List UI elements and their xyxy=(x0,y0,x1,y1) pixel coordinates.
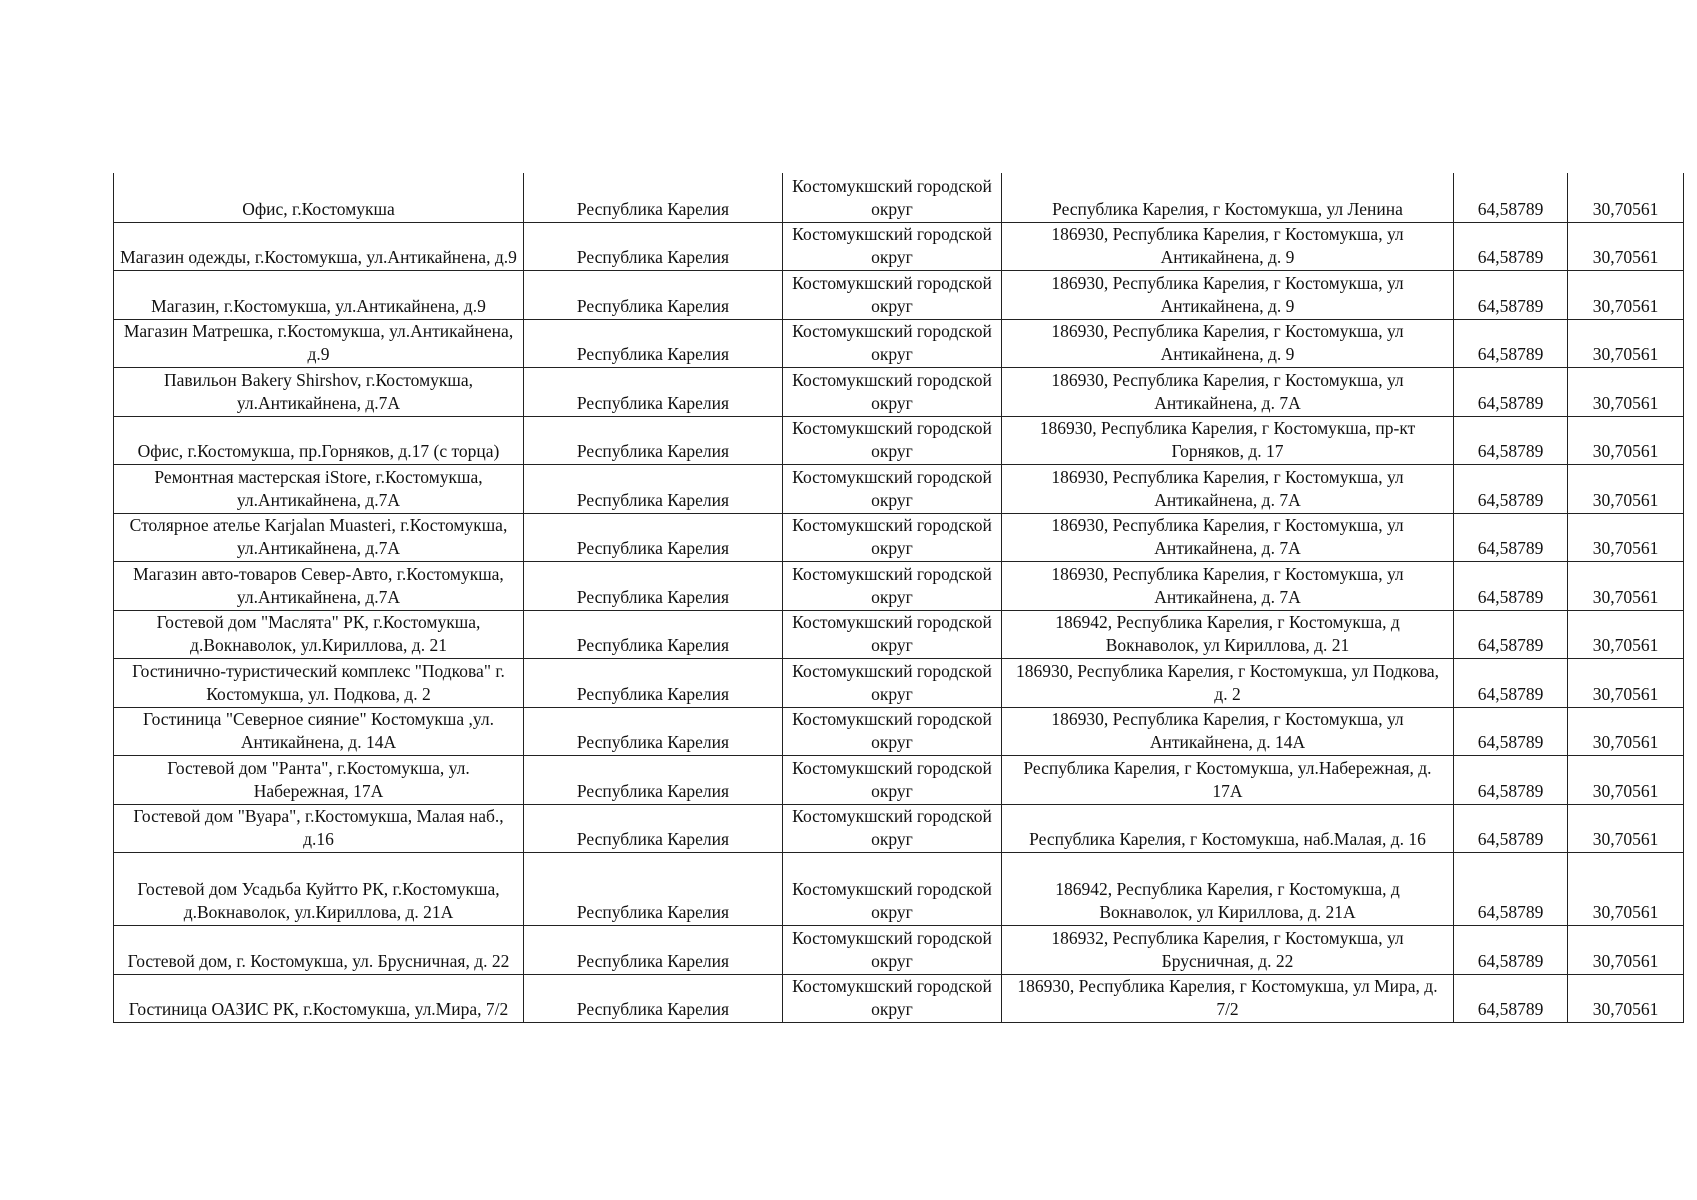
cell-district: Костомукшский городской округ xyxy=(783,173,1002,222)
cell-address: 186930, Республика Карелия, г Костомукша, ул Антикайнена, д. 7А xyxy=(1002,367,1454,416)
cell-address: Республика Карелия, г Костомукша, наб.Малая, д. 16 xyxy=(1002,804,1454,852)
cell-latitude: 64,58789 xyxy=(1454,658,1568,707)
cell-latitude: 64,58789 xyxy=(1454,222,1568,270)
cell-object-name: Магазин авто-товаров Север-Авто, г.Костомукша, ул.Антикайнена, д.7А xyxy=(114,561,524,610)
cell-longitude: 30,70561 xyxy=(1568,416,1684,464)
cell-object-name: Магазин одежды, г.Костомукша, ул.Антикайнена, д.9 xyxy=(114,222,524,270)
cell-object-name: Гостиница ОАЗИС РК, г.Костомукша, ул.Мира, 7/2 xyxy=(114,974,524,1022)
cell-address: 186930, Республика Карелия, г Костомукша, ул Антикайнена, д. 14А xyxy=(1002,707,1454,755)
cell-longitude: 30,70561 xyxy=(1568,561,1684,610)
cell-address: 186930, Республика Карелия, г Костомукша, ул Подкова, д. 2 xyxy=(1002,658,1454,707)
table-row xyxy=(114,173,1684,222)
table-row xyxy=(114,974,1684,1022)
cell-object-name: Магазин, г.Костомукша, ул.Антикайнена, д.9 xyxy=(114,270,524,319)
cell-latitude: 64,58789 xyxy=(1454,367,1568,416)
cell-district: Костомукшский городской округ xyxy=(783,925,1002,974)
cell-region: Республика Карелия xyxy=(524,755,783,804)
cell-address: 186930, Республика Карелия, г Костомукша, ул Антикайнена, д. 9 xyxy=(1002,270,1454,319)
table-row xyxy=(114,755,1684,804)
table-row xyxy=(114,464,1684,513)
cell-district: Костомукшский городской округ xyxy=(783,222,1002,270)
table-row xyxy=(114,513,1684,561)
cell-object-name: Гостинично-туристический комплекс "Подкова" г. Костомукша, ул. Подкова, д. 2 xyxy=(114,658,524,707)
cell-latitude: 64,58789 xyxy=(1454,464,1568,513)
cell-object-name: Гостевой дом "Маслята" РК, г.Костомукша, д.Вокнаволок, ул.Кириллова, д. 21 xyxy=(114,610,524,658)
table-row xyxy=(114,925,1684,974)
table-row xyxy=(114,270,1684,319)
cell-longitude: 30,70561 xyxy=(1568,222,1684,270)
cell-address: 186942, Республика Карелия, г Костомукша, д Вокнаволок, ул Кириллова, д. 21 xyxy=(1002,610,1454,658)
cell-longitude: 30,70561 xyxy=(1568,755,1684,804)
cell-region: Республика Карелия xyxy=(524,707,783,755)
cell-address: 186930, Республика Карелия, г Костомукша, ул Мира, д. 7/2 xyxy=(1002,974,1454,1022)
cell-address: Республика Карелия, г Костомукша, ул.Набережная, д. 17А xyxy=(1002,755,1454,804)
cell-district: Костомукшский городской округ xyxy=(783,561,1002,610)
cell-longitude: 30,70561 xyxy=(1568,852,1684,925)
cell-object-name: Гостевой дом Усадьба Куйтто РК, г.Костомукша, д.Вокнаволок, ул.Кириллова, д. 21А xyxy=(114,852,524,925)
table-row xyxy=(114,804,1684,852)
cell-address: 186930, Республика Карелия, г Костомукша, ул Антикайнена, д. 7А xyxy=(1002,513,1454,561)
cell-district: Костомукшский городской округ xyxy=(783,319,1002,367)
cell-longitude: 30,70561 xyxy=(1568,804,1684,852)
cell-object-name: Гостевой дом "Вуара", г.Костомукша, Малая наб., д.16 xyxy=(114,804,524,852)
cell-longitude: 30,70561 xyxy=(1568,610,1684,658)
locations-table xyxy=(113,173,1684,1023)
cell-district: Костомукшский городской округ xyxy=(783,658,1002,707)
table-row xyxy=(114,222,1684,270)
cell-district: Костомукшский городской округ xyxy=(783,464,1002,513)
cell-object-name: Офис, г.Костомукша, пр.Горняков, д.17 (с торца) xyxy=(114,416,524,464)
table-row xyxy=(114,416,1684,464)
cell-district: Костомукшский городской округ xyxy=(783,852,1002,925)
cell-district: Костомукшский городской округ xyxy=(783,804,1002,852)
table-row xyxy=(114,610,1684,658)
cell-region: Республика Карелия xyxy=(524,610,783,658)
cell-object-name: Гостевой дом, г. Костомукша, ул. Брусничная, д. 22 xyxy=(114,925,524,974)
table-row xyxy=(114,319,1684,367)
cell-longitude: 30,70561 xyxy=(1568,974,1684,1022)
cell-district: Костомукшский городской округ xyxy=(783,270,1002,319)
cell-region: Республика Карелия xyxy=(524,319,783,367)
cell-address: Республика Карелия, г Костомукша, ул Ленина xyxy=(1002,173,1454,222)
cell-latitude: 64,58789 xyxy=(1454,610,1568,658)
cell-district: Костомукшский городской округ xyxy=(783,416,1002,464)
table-row xyxy=(114,561,1684,610)
cell-address: 186930, Республика Карелия, г Костомукша, ул Антикайнена, д. 7А xyxy=(1002,561,1454,610)
cell-region: Республика Карелия xyxy=(524,974,783,1022)
cell-region: Республика Карелия xyxy=(524,270,783,319)
cell-object-name: Ремонтная мастерская iStore, г.Костомукша, ул.Антикайнена, д.7А xyxy=(114,464,524,513)
cell-region: Республика Карелия xyxy=(524,367,783,416)
cell-object-name: Столярное ателье Karjalan Muasteri, г.Костомукша, ул.Антикайнена, д.7А xyxy=(114,513,524,561)
cell-region: Республика Карелия xyxy=(524,464,783,513)
cell-latitude: 64,58789 xyxy=(1454,270,1568,319)
cell-address: 186930, Республика Карелия, г Костомукша, ул Антикайнена, д. 9 xyxy=(1002,222,1454,270)
cell-longitude: 30,70561 xyxy=(1568,658,1684,707)
table-row xyxy=(114,707,1684,755)
table-row xyxy=(114,658,1684,707)
cell-latitude: 64,58789 xyxy=(1454,707,1568,755)
cell-region: Республика Карелия xyxy=(524,658,783,707)
cell-latitude: 64,58789 xyxy=(1454,513,1568,561)
cell-district: Костомукшский городской округ xyxy=(783,974,1002,1022)
cell-district: Костомукшский городской округ xyxy=(783,610,1002,658)
cell-object-name: Магазин Матрешка, г.Костомукша, ул.Антикайнена, д.9 xyxy=(114,319,524,367)
cell-latitude: 64,58789 xyxy=(1454,561,1568,610)
cell-address: 186942, Республика Карелия, г Костомукша, д Вокнаволок, ул Кириллова, д. 21А xyxy=(1002,852,1454,925)
cell-latitude: 64,58789 xyxy=(1454,804,1568,852)
cell-longitude: 30,70561 xyxy=(1568,319,1684,367)
cell-region: Республика Карелия xyxy=(524,513,783,561)
cell-region: Республика Карелия xyxy=(524,852,783,925)
cell-latitude: 64,58789 xyxy=(1454,755,1568,804)
cell-latitude: 64,58789 xyxy=(1454,319,1568,367)
cell-object-name: Гостиница "Северное сияние" Костомукша ,ул. Антикайнена, д. 14А xyxy=(114,707,524,755)
cell-latitude: 64,58789 xyxy=(1454,416,1568,464)
cell-longitude: 30,70561 xyxy=(1568,707,1684,755)
cell-longitude: 30,70561 xyxy=(1568,464,1684,513)
cell-address: 186932, Республика Карелия, г Костомукша, ул Брусничная, д. 22 xyxy=(1002,925,1454,974)
cell-region: Республика Карелия xyxy=(524,222,783,270)
cell-district: Костомукшский городской округ xyxy=(783,367,1002,416)
cell-address: 186930, Республика Карелия, г Костомукша, ул Антикайнена, д. 9 xyxy=(1002,319,1454,367)
cell-longitude: 30,70561 xyxy=(1568,513,1684,561)
cell-region: Республика Карелия xyxy=(524,804,783,852)
table-row xyxy=(114,367,1684,416)
cell-address: 186930, Республика Карелия, г Костомукша, ул Антикайнена, д. 7А xyxy=(1002,464,1454,513)
cell-object-name: Офис, г.Костомукша xyxy=(114,173,524,222)
cell-object-name: Павильон Bakery Shirshov, г.Костомукша, ул.Антикайнена, д.7А xyxy=(114,367,524,416)
cell-district: Костомукшский городской округ xyxy=(783,755,1002,804)
cell-address: 186930, Республика Карелия, г Костомукша, пр-кт Горняков, д. 17 xyxy=(1002,416,1454,464)
table-row xyxy=(114,852,1684,925)
cell-latitude: 64,58789 xyxy=(1454,974,1568,1022)
cell-region: Республика Карелия xyxy=(524,416,783,464)
cell-latitude: 64,58789 xyxy=(1454,173,1568,222)
cell-object-name: Гостевой дом "Ранта", г.Костомукша, ул. Набережная, 17А xyxy=(114,755,524,804)
cell-region: Республика Карелия xyxy=(524,173,783,222)
cell-district: Костомукшский городской округ xyxy=(783,707,1002,755)
cell-longitude: 30,70561 xyxy=(1568,270,1684,319)
cell-district: Костомукшский городской округ xyxy=(783,513,1002,561)
cell-latitude: 64,58789 xyxy=(1454,925,1568,974)
cell-latitude: 64,58789 xyxy=(1454,852,1568,925)
cell-region: Республика Карелия xyxy=(524,561,783,610)
cell-longitude: 30,70561 xyxy=(1568,925,1684,974)
cell-longitude: 30,70561 xyxy=(1568,173,1684,222)
cell-longitude: 30,70561 xyxy=(1568,367,1684,416)
cell-region: Республика Карелия xyxy=(524,925,783,974)
table-body xyxy=(114,173,1684,1022)
